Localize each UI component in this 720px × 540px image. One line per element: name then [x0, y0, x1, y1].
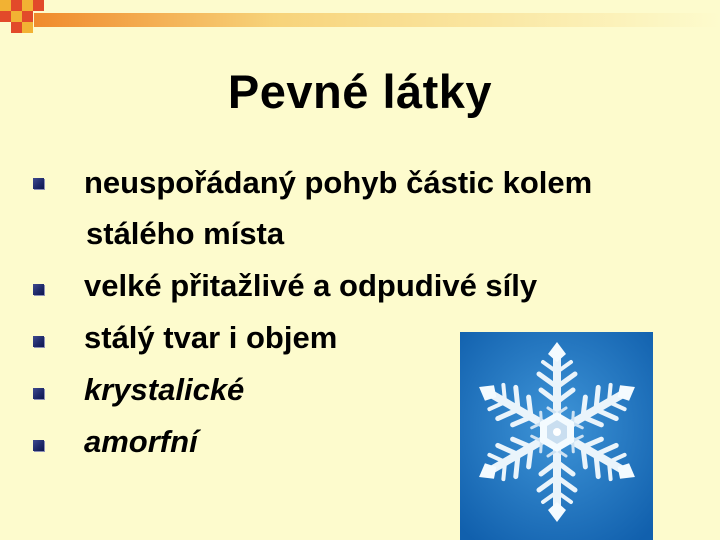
bullet-item-1-line-1: neuspořádaný pohyb částic kolem: [84, 165, 593, 200]
bullet-item-2: velké přitažlivé a odpudivé síly: [84, 268, 538, 303]
bullet-square-icon: [33, 178, 44, 189]
slide-title: Pevné látky: [227, 65, 493, 118]
bullet-item-5: amorfní: [84, 424, 198, 459]
bullet-item-4: krystalické: [84, 372, 245, 407]
bullet-square-icon: [33, 440, 44, 451]
bullet-item-1-line-2: stálého místa: [86, 216, 285, 251]
bullet-item-3: stálý tvar i objem: [84, 320, 338, 355]
snowflake-icon: [460, 332, 653, 540]
bullet-square-icon: [33, 284, 44, 295]
snowflake-photo: [460, 332, 653, 540]
bullet-square-icon: [33, 336, 44, 347]
bullet-square-icon: [33, 388, 44, 399]
